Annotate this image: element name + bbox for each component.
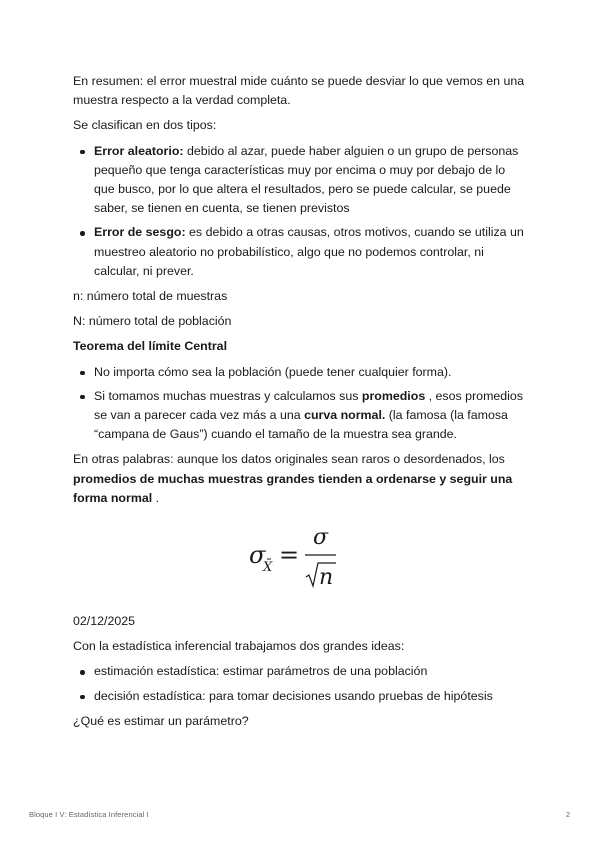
term-curva-normal: curva normal. — [304, 408, 386, 423]
formula-subscript: X̄ — [263, 560, 273, 576]
list-item-error-aleatorio — [94, 142, 528, 219]
text-error-aleatorio: debido al azar, puede haber alguien o un grupo de personas pequeño que tenga características muy por encima o muy por debajo de lo que busco, por lo que altera el resultados, pero se puede calcular, se puede saber, se tienen en cuenta, se tienen previstos — [94, 143, 519, 216]
formula-numerator: σ — [313, 525, 329, 551]
definition-n-upper: N: número total de población — [73, 314, 232, 329]
inferential-intro: Con la estadística inferencial trabajamos dos grandes ideas: — [73, 639, 405, 654]
theorem-bullet-1: No importa cómo sea la población (puede tener cualquier forma). — [94, 363, 528, 382]
definition-n-lower: n: número total de muestras — [73, 289, 228, 304]
term-promedios: promedios — [361, 388, 426, 403]
other-words-part-c: . — [152, 490, 160, 505]
ideas-list — [73, 662, 528, 705]
list-item-error-sesgo — [94, 223, 528, 281]
formula-denominator: n — [319, 565, 334, 591]
theorem-bullet-2 — [94, 387, 528, 445]
term-error-aleatorio: Error aleatorio: — [94, 143, 184, 158]
standard-error-formula — [73, 516, 528, 598]
footer-title: Bloque I V: Estadística Inferencial I — [29, 810, 149, 819]
text-error-sesgo: es debido a otras causas, otros motivos, cuando se utiliza un muestreo aleatorio no probabilístico, algo que no podemos controlar, ni calcular, ni prever. — [94, 225, 524, 278]
theorem-list — [73, 363, 528, 445]
theorem-bullet-2-part-a: Si tomamos muchas muestras y calculamos sus — [94, 388, 362, 403]
theorem-heading: Teorema del límite Central — [73, 339, 228, 354]
error-types-list — [73, 142, 528, 281]
list-item-estimacion: estimación estadística: estimar parámetros de una población — [94, 662, 528, 681]
theorem-bullet-2-part-c: , esos promedios se van a parecer cada vez más a una — [94, 388, 524, 423]
question-line: ¿Qué es estimar un parámetro? — [73, 713, 249, 728]
list-item-decision: decisión estadística: para tomar decisiones usando pruebas de hipótesis — [94, 687, 528, 706]
page-number: 2 — [565, 810, 570, 819]
other-words-paragraph — [73, 450, 528, 508]
formula-equals: = — [279, 541, 300, 570]
date-line: 02/12/2025 — [73, 614, 136, 629]
other-words-part-a: En otras palabras: aunque los datos originales sean raros o desordenados, los — [73, 452, 505, 467]
formula-svg — [243, 516, 373, 598]
theorem-bullet-2-part-e: (la famosa (la famosa “campana de Gaus”) cuando el tamaño de la muestra sea grande. — [94, 408, 508, 442]
term-error-sesgo: Error de sesgo: — [94, 225, 186, 240]
document-body — [73, 72, 528, 737]
other-words-bold: promedios de muchas muestras grandes tienden a ordenarse y seguir una forma normal — [73, 471, 513, 505]
summary-paragraph: En resumen: el error muestral mide cuánto se puede desviar lo que vemos en una muestra respecto a la verdad completa. — [73, 74, 525, 108]
formula-sigma-lhs: σ — [249, 541, 266, 570]
classify-paragraph: Se clasifican en dos tipos: — [73, 118, 217, 133]
